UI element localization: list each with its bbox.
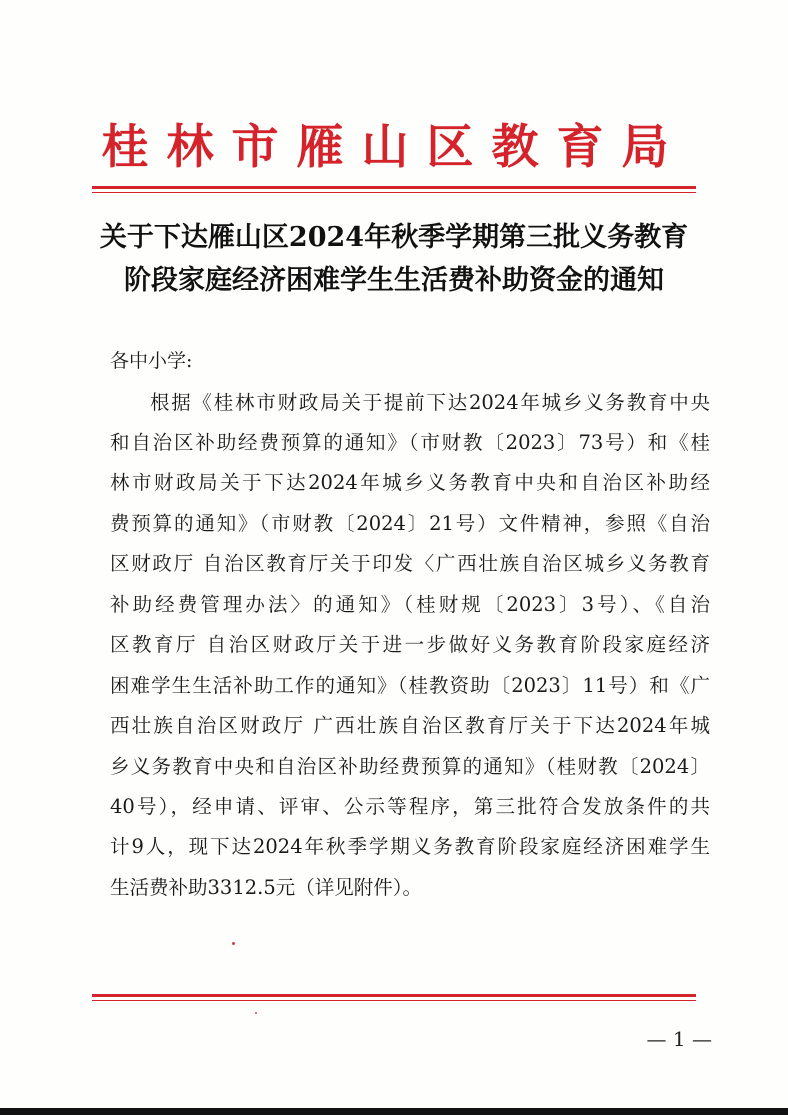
body-line: 和自治区补助经费预算的通知》（市财教〔2023〕73号）和《桂 bbox=[110, 431, 710, 454]
scan-speck bbox=[255, 1012, 257, 1014]
page-number: — 1 — bbox=[646, 1027, 712, 1051]
body-line: 林市财政局关于下达2024年城乡义务教育中央和自治区补助经 bbox=[110, 471, 710, 494]
body-line: 区财政厅 自治区教育厅关于印发〈广西壮族自治区城乡义务教育 bbox=[110, 552, 710, 575]
body-line: 费预算的通知》（市财教〔2024〕21号）文件精神，参照《自治 bbox=[110, 512, 710, 535]
body-line: 补助经费管理办法〉的通知》（桂财规〔2023〕3号）、《自治 bbox=[110, 593, 710, 616]
scan-bottom-edge bbox=[0, 1108, 788, 1115]
document-title-line-1: 关于下达雁山区2024年秋季学期第三批义务教育 bbox=[99, 222, 689, 253]
header-red-rule-thin bbox=[92, 192, 696, 193]
footer-red-rule-thin bbox=[92, 1000, 696, 1001]
body-line: 40号），经申请、评审、公示等程序，第三批符合发放条件的共 bbox=[110, 795, 710, 818]
body-line: 生活费补助3312.5元（详见附件）。 bbox=[110, 876, 422, 899]
salutation: 各中小学: bbox=[110, 350, 193, 372]
issuing-authority-header: 桂林市雁山区教育局 bbox=[101, 120, 687, 175]
footer-red-rule-thick bbox=[92, 994, 696, 997]
header-red-rule-thick bbox=[92, 186, 696, 189]
body-line: 乡义务教育中央和自治区补助经费预算的通知》（桂财教〔2024〕 bbox=[110, 755, 710, 778]
body-line: 根据《桂林市财政局关于提前下达2024年城乡义务教育中央 bbox=[150, 391, 710, 414]
body-line: 西壮族自治区财政厅 广西壮族自治区教育厅关于下达2024年城 bbox=[110, 714, 710, 737]
document-title-line-2: 阶段家庭经济困难学生生活费补助资金的通知 bbox=[124, 265, 664, 296]
body-line: 计9人，现下达2024年秋季学期义务教育阶段家庭经济困难学生 bbox=[110, 835, 710, 858]
scan-speck bbox=[232, 942, 235, 945]
body-line: 区教育厅 自治区财政厅关于进一步做好义务教育阶段家庭经济 bbox=[110, 633, 710, 656]
body-line: 困难学生生活补助工作的通知》（桂教资助〔2023〕11号）和《广 bbox=[110, 674, 710, 697]
